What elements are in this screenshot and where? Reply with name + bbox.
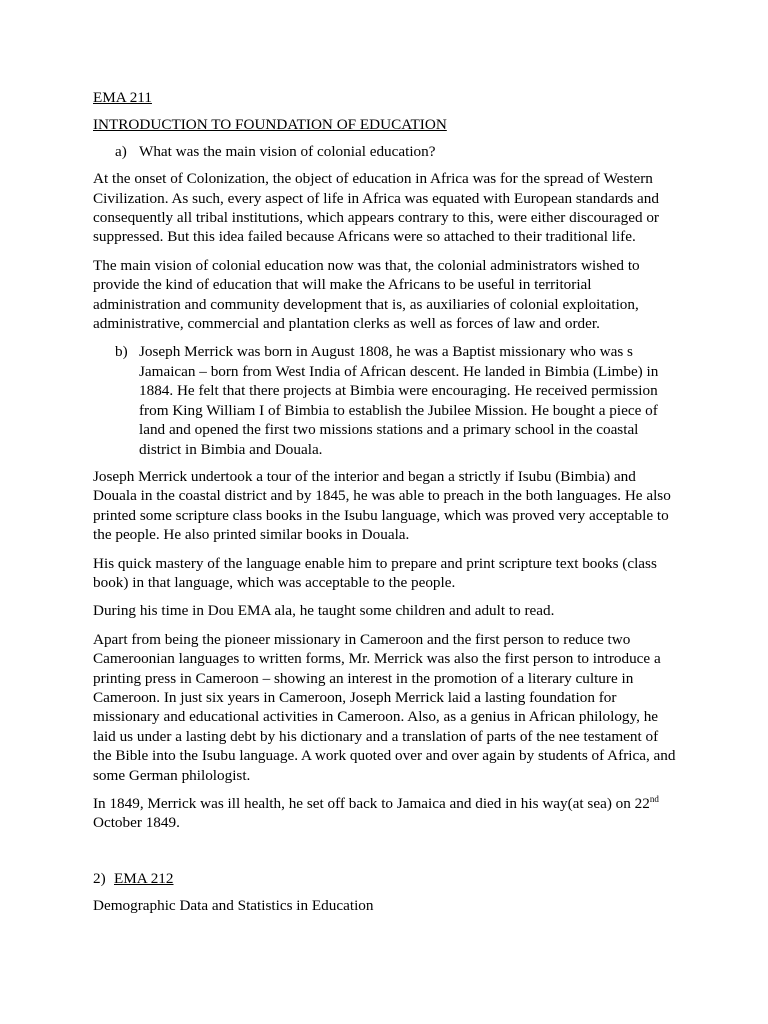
question-b-text: Joseph Merrick was born in August 1808, he was a Baptist missionary who was s Jamaican – born from West India of African descent. He landed in Bimbia (Limbe) in 1884. He felt that there projects at Bimbia were encouraging. He received permission from King William I of Bimbia to establish the Jubilee Mission. He bought a piece of land and opened the first two missions stations and a primary school in the coastal district in Bimbia and Douala. — [139, 343, 659, 458]
answer-a-paragraph-1: At the onset of Colonization, the object of education in Africa was for the spread of Western Civilization. As such, every aspect of life in Africa was equated with European standards and consequently all tribal institutions, which appears contrary to this, were either discouraged or suppressed. But this idea failed because Africans were so attached to their traditional life. — [93, 170, 659, 246]
answer-b-paragraph-4: Apart from being the pioneer missionary in Cameroon and the first person to reduce two Cameroonian languages to written forms, Mr. Merrick was also the first person to introduce a printing press in Cameroon – showing an interest in the promotion of a literary culture in Cameroon. In just six years in Cameroon, Joseph Merrick laid a lasting foundation for missionary and educational activities in Cameroon. Also, as a genius in African philology, he laid us under a lasting debt by his dictionary and a translation of parts of the nee testament of the Bible into the Isubu language. A work quoted over and over again by students of Africa, and some German philologist. — [93, 630, 676, 784]
section-2-heading — [93, 869, 678, 888]
section-2-subtitle: Demographic Data and Statistics in Education — [93, 897, 374, 915]
section-spacer — [93, 842, 678, 869]
answer-b-paragraph-2: His quick mastery of the language enable him to prepare and print scripture text books (class book) in that language, which was acceptable to the people. — [93, 554, 657, 591]
answer-b-final-paragraph: In 1849, Merrick was ill health, he set off back to Jamaica and died in his way(at sea) on 22nd October 1849. — [93, 793, 659, 832]
question-b-marker: b) — [115, 343, 128, 361]
section-2-number: 2) — [93, 869, 106, 887]
answer-a-paragraph-2: The main vision of colonial education now was that, the colonial administrators wished to provide the kind of education that will make the Africans to be useful in territorial administration and community development that is, as auxiliaries of colonial exploitation, administrative, commercial and plantation clerks as well as forces of law and order. — [93, 256, 640, 333]
question-a — [93, 142, 678, 161]
question-a-text: What was the main vision of colonial education? — [139, 142, 436, 160]
course-code: EMA 211 — [93, 89, 152, 106]
question-a-marker: a) — [115, 142, 127, 160]
section-2-code: EMA 212 — [114, 869, 174, 887]
answer-b-paragraph-1: Joseph Merrick undertook a tour of the interior and began a strictly if Isubu (Bimbia) and Douala in the coastal district and by 1845, he was able to preach in the both languages. He also printed some scripture class books in the Isubu language, which was proved very acceptable to the people. He also printed similar books in Douala. — [93, 467, 671, 544]
answer-b-paragraph-3: During his time in Dou EMA ala, he taught some children and adult to read. — [93, 602, 555, 620]
course-title: INTRODUCTION TO FOUNDATION OF EDUCATION — [93, 116, 447, 134]
document-body — [93, 88, 678, 916]
question-b — [93, 342, 678, 458]
